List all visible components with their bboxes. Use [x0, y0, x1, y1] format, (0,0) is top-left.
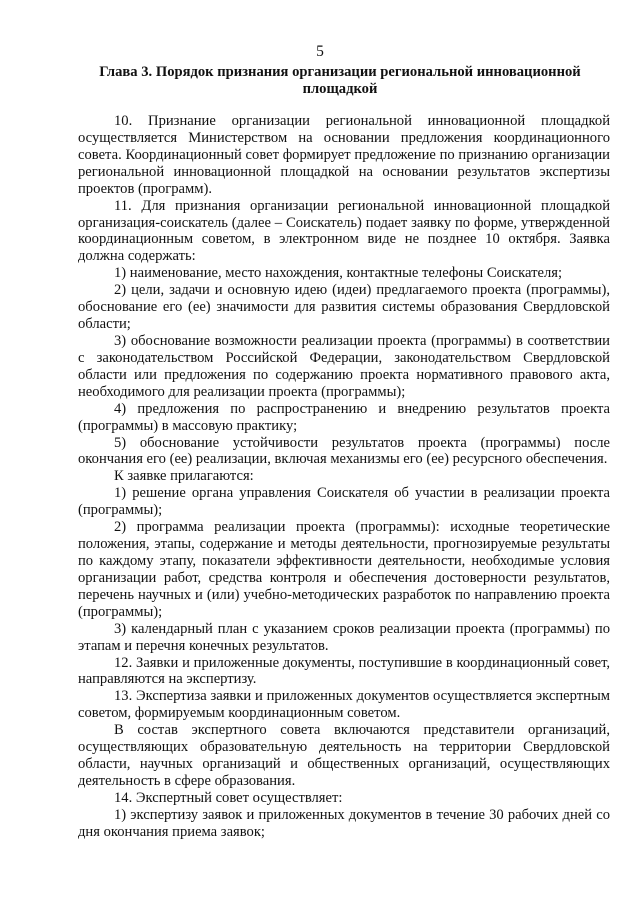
chapter-title: Глава 3. Порядок признания организации региональной инновационной площадкой — [99, 64, 581, 97]
list-item-4: 4) предложения по распространению и внедрению результатов проекта (программы) в массовую практику; — [78, 400, 610, 434]
list-item-5: 5) обоснование устойчивости результатов проекта (программы) после окончания его (ее) реализации, включая механизмы его (ее) ресурсного обеспечения. — [78, 434, 610, 468]
expert-task-item-1: 1) экспертизу заявок и приложенных документов в течение 30 рабочих дней со дня окончания приема заявок; — [78, 806, 610, 840]
expert-council-composition: В состав экспертного совета включаются представители организаций, осуществляющих образовательную деятельность на территории Свердловской области, научных организаций и общественных организаций, осуществляющих деятельность в сфере образования. — [78, 722, 610, 789]
paragraph-10: 10. Признание организации региональной инновационной площадкой осуществляется Министерством на основании предложения координационного совета. Координационный совет формирует предложение по признанию организации региональной инновационной площадкой на основании результатов экспертизы проектов (программ). — [78, 113, 610, 197]
paragraph-13: 13. Экспертиза заявки и приложенных документов осуществляется экспертным советом, формируемым координационным советом. — [78, 688, 610, 722]
attachments-heading: К заявке прилагаются: — [114, 468, 254, 485]
body-text — [78, 113, 610, 841]
paragraph-11: 11. Для признания организации региональной инновационной площадкой организация-соискатель (далее – Соискатель) подает заявку по форме, утвержденной координационным советом, в электронном виде не позднее 10 октября. Заявка должна содержать: — [78, 197, 610, 265]
page-number: 5 — [316, 43, 324, 60]
list-item-3: 3) обоснование возможности реализации проекта (программы) в соответствии с законодательством Российской Федерации, законодательством Свердловской области или предложения по содержанию проекта нормативного правового акта, необходимого для реализации проекта (программы); — [78, 332, 610, 400]
attachment-item-2: 2) программа реализации проекта (программы): исходные теоретические положения, этапы, содержание и методы деятельности, прогнозируемые результаты по каждому этапу, показатели эффективности деятельности, необходимые условия организации работ, средства контроля и обеспечения достоверности результатов, перечень научных и (или) учебно-методических разработок по направлению проекта (программы); — [78, 519, 610, 620]
list-item-1: 1) наименование, место нахождения, контактные телефоны Соискателя; — [114, 265, 563, 282]
attachment-item-1: 1) решение органа управления Соискателя об участии в реализации проекта (программы); — [78, 485, 610, 519]
paragraph-14: 14. Экспертный совет осуществляет: — [114, 789, 343, 806]
attachment-item-3: 3) календарный план с указанием сроков реализации проекта (программы) по этапам и перечня конечных результатов. — [78, 620, 610, 654]
paragraph-12: 12. Заявки и приложенные документы, поступившие в координационный совет, направляются на экспертизу. — [78, 654, 610, 688]
list-item-2: 2) цели, задачи и основную идею (идеи) предлагаемого проекта (программы), обоснование его (ее) значимости для развития системы образования Свердловской области; — [78, 282, 610, 333]
